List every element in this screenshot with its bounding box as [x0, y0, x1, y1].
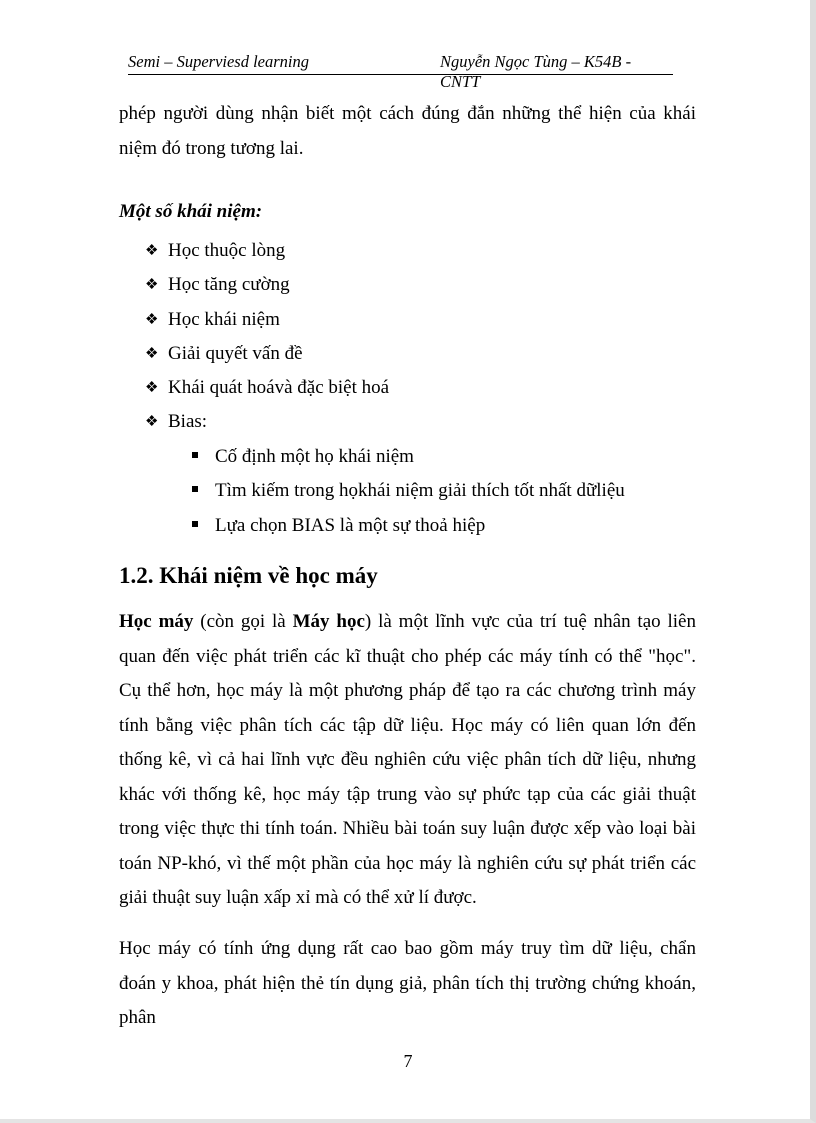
list-item	[145, 303, 389, 337]
square-bullet-icon	[192, 521, 198, 527]
list-item	[145, 337, 389, 371]
square-bullet-icon	[192, 452, 198, 458]
header-left: Semi – Superviesd learning	[128, 52, 310, 71]
diamond-bullet-icon: ❖	[145, 380, 159, 397]
diamond-bullet-icon: ❖	[145, 345, 159, 362]
term-may-hoc: Máy học	[292, 611, 365, 632]
list-item	[145, 405, 389, 439]
diamond-bullet-icon: ❖	[145, 277, 159, 294]
paragraph-text: ) là một lĩnh vực của trí tuệ nhân tạo liên quan đến việc phát triển các kĩ thuật cho phép các máy tính có thể "học". Cụ thể hơn, học máy là một phương pháp để tạo ra các chương trình máy tính bằng việc phân tích các tập dữ liệu. Học máy có liên quan lớn đến thống kê, vì cả hai lĩnh vực đều nghiên cứu việc phân tích dữ liệu, nhưng khác với thống kê, học máy tập trung vào sự phức tạp của các giải thuật trong việc thực thi tính toán. Nhiều bài toán suy luận được xếp vào loại bài toán NP-khó, vì thế một phần của học máy là nghiên cứu sự phát triển các giải thuật suy luận xấp xỉ mà có thể xử lí được.	[119, 611, 696, 908]
diamond-bullet-icon: ❖	[145, 311, 159, 328]
list-item	[192, 440, 625, 474]
list-item-label: Khái quát hoávà đặc biệt hoá	[168, 377, 390, 399]
page-header	[128, 50, 673, 91]
concept-list	[145, 234, 389, 440]
list-item-label: Học thuộc lòng	[168, 240, 286, 261]
list-item	[192, 474, 625, 508]
list-item	[145, 234, 389, 268]
term-hoc-may: Học máy	[119, 611, 194, 632]
section-heading: 1.2. Khái niệm về học máy	[119, 563, 378, 588]
intro-paragraph: phép người dùng nhận biết một cách đúng đắn những thể hiện của khái niệm đó trong tương lai.	[119, 103, 696, 159]
body-paragraph-2: Học máy có tính ứng dụng rất cao bao gồm máy truy tìm dữ liệu, chẩn đoán y khoa, phát hiện thẻ tín dụng giả, phân tích thị trường chứng khoán, phân	[119, 938, 696, 1028]
list-item-label: Tìm kiếm trong họkhái niệm giải thích tốt nhất dữliệu	[215, 480, 625, 502]
header-right: Nguyễn Ngọc Tùng – K54B - CNTT	[440, 52, 632, 91]
list-item-label: Lựa chọn BIAS là một sự thoả hiệp	[215, 514, 486, 536]
diamond-bullet-icon: ❖	[145, 414, 159, 431]
concepts-title: Một số khái niệm:	[119, 201, 263, 222]
page-number: 7	[403, 1051, 413, 1071]
paragraph-text: (còn gọi là	[193, 611, 293, 632]
bias-sublist	[192, 440, 625, 543]
body-paragraph-1	[119, 605, 696, 916]
list-item	[192, 509, 625, 543]
diamond-bullet-icon: ❖	[145, 243, 159, 259]
list-item-label: Cố định một họ khái niệm	[215, 446, 414, 467]
list-item-label: Bias:	[168, 411, 208, 433]
list-item	[145, 268, 389, 302]
square-bullet-icon	[192, 486, 198, 492]
list-item-label: Học khái niệm	[168, 308, 280, 330]
list-item	[145, 371, 389, 405]
list-item-label: Học tăng cường	[168, 274, 290, 296]
list-item-label: Giải quyết vấn đề	[168, 342, 303, 364]
